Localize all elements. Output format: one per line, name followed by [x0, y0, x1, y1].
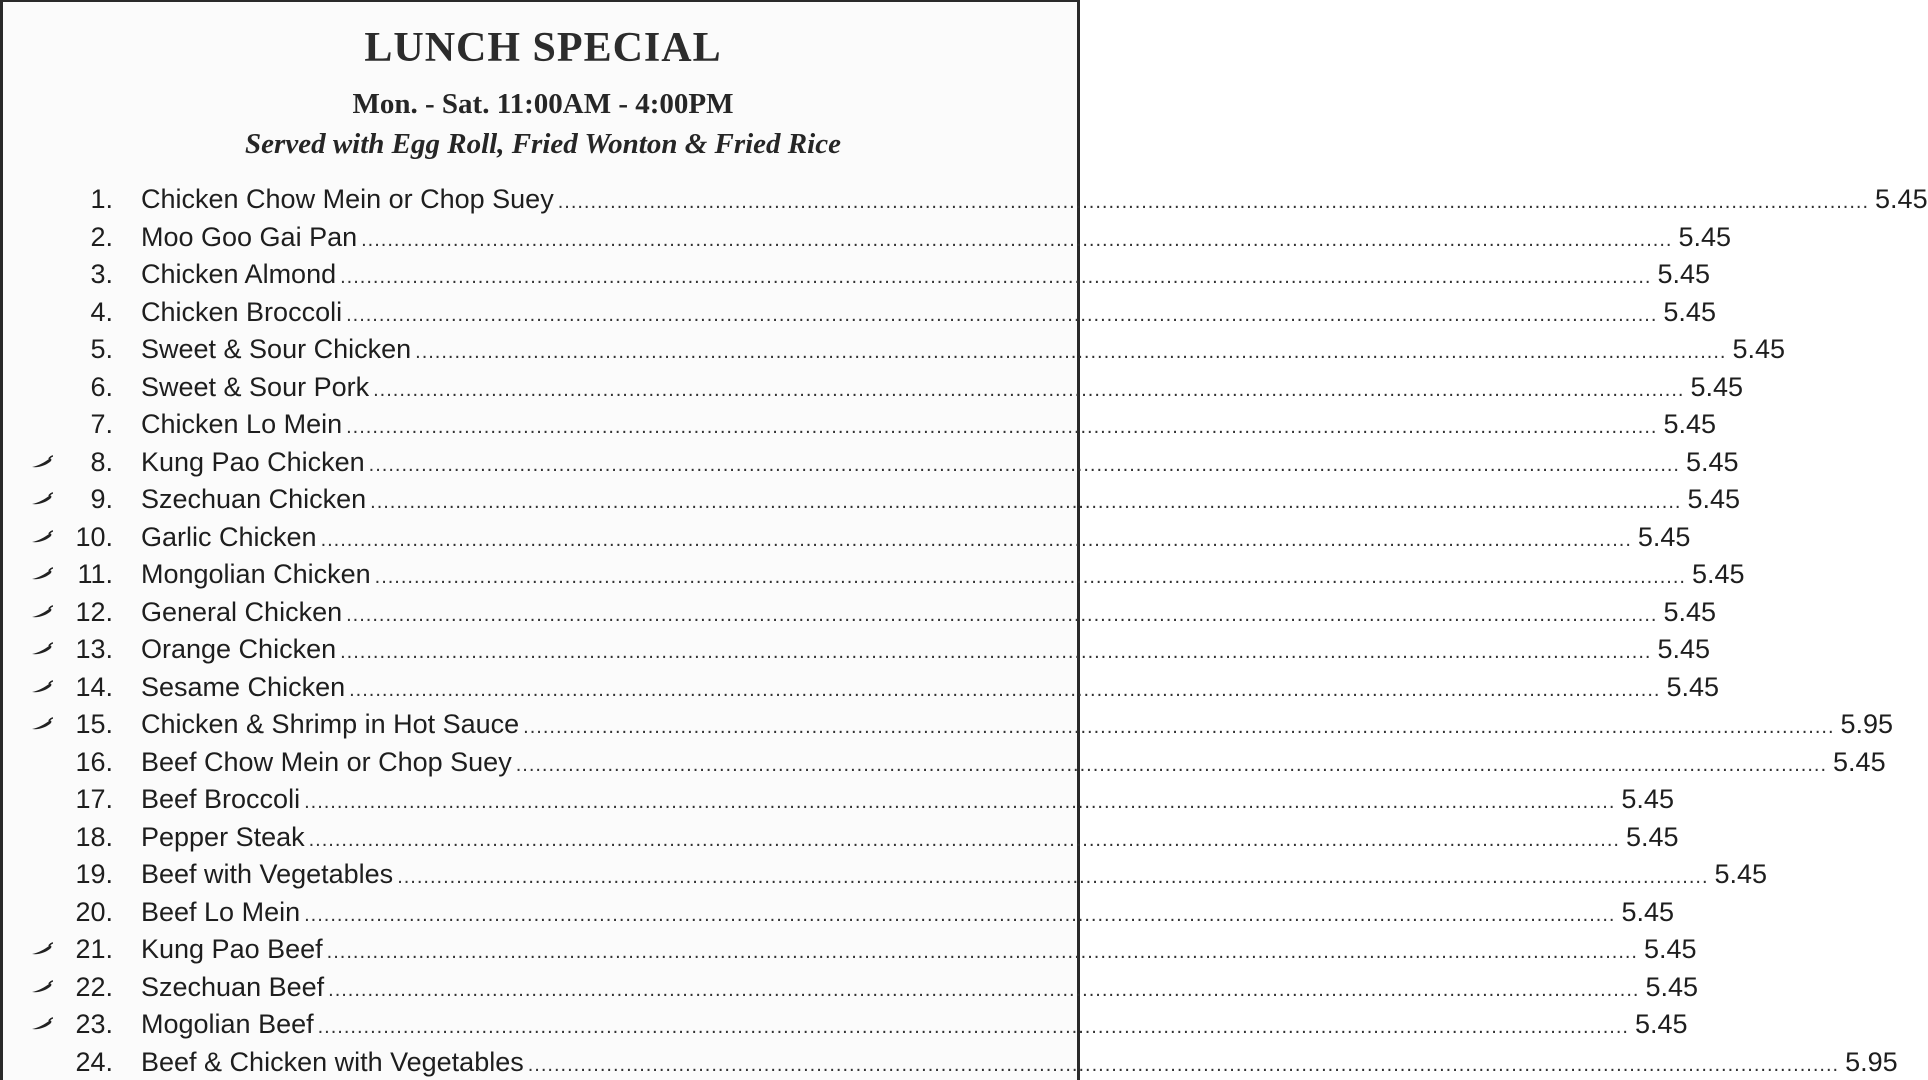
- dot-leader: ........................................................................................................................................................................................................: [515, 753, 1828, 776]
- menu-item-price: 5.45: [1621, 896, 1674, 927]
- menu-item-number: 10.: [75, 521, 113, 552]
- menu-item-row: [141, 634, 1710, 665]
- menu-item-number: 15.: [75, 709, 113, 739]
- menu-item-number: 20.: [75, 896, 113, 927]
- menu-item-price: 5.45: [1875, 184, 1928, 214]
- menu-item: [3, 1005, 1688, 1043]
- menu-item-number: 9.: [90, 484, 113, 514]
- menu-item-name: Beef Broccoli: [141, 784, 301, 814]
- menu-item: [3, 368, 1743, 406]
- menu-item-number: 3.: [90, 259, 113, 289]
- dot-leader: ........................................................................................................................................................................................................: [361, 228, 1673, 251]
- menu-item-price: 5.45: [1663, 296, 1716, 327]
- menu-item-number: 8.: [90, 446, 113, 477]
- dot-leader: ........................................................................................................................................................................................................: [317, 1016, 1629, 1038]
- menu-item-name: Beef & Chicken with Vegetables: [141, 1046, 524, 1077]
- menu-item-number: 19.: [75, 859, 113, 889]
- menu-item-price: 5.45: [1687, 484, 1741, 514]
- menu-item-name: General Chicken: [141, 596, 343, 627]
- menu-item-row: [141, 446, 1739, 478]
- menu-item-name: Sesame Chicken: [141, 671, 346, 702]
- menu-item-number: 22.: [75, 971, 113, 1002]
- menu-item-name: Orange Chicken: [141, 634, 337, 664]
- menu-item-name: Chicken Chow Mein or Chop Suey: [141, 184, 554, 214]
- dot-leader: ........................................................................................................................................................................................................: [340, 641, 1652, 663]
- menu-item-price: 5.45: [1663, 596, 1716, 627]
- menu-item-price: 5.45: [1621, 784, 1674, 814]
- menu-item-number: 21.: [75, 934, 113, 964]
- menu-item-number: 23.: [75, 1009, 113, 1039]
- menu-item: [3, 405, 1716, 443]
- menu-item: [3, 743, 1886, 781]
- dot-leader: ........................................................................................................................................................................................................: [326, 941, 1638, 963]
- menu-item-name: Beef Chow Mein or Chop Suey: [141, 746, 512, 777]
- dot-leader: ........................................................................................................................................................................................................: [320, 528, 1632, 551]
- menu-item-price: 5.45: [1714, 859, 1768, 889]
- dot-leader: ........................................................................................................................................................................................................: [373, 378, 1685, 401]
- menu-item-number: 6.: [90, 371, 113, 402]
- menu-item: [3, 255, 1710, 293]
- menu-item-row: [141, 671, 1719, 703]
- dot-leader: ........................................................................................................................................................................................................: [304, 791, 1616, 813]
- menu-item-price: 5.45: [1634, 1009, 1688, 1039]
- menu-item-number: 17.: [75, 784, 113, 814]
- menu-item: [3, 855, 1768, 893]
- menu-item-row: [141, 709, 1894, 740]
- menu-item: [3, 930, 1697, 968]
- menu-item: [3, 330, 1786, 368]
- menu-item: [3, 593, 1716, 631]
- dot-leader: ........................................................................................................................................................................................................: [397, 866, 1709, 888]
- menu-item-row: [141, 1046, 1898, 1078]
- menu-item-price: 5.45: [1663, 409, 1716, 439]
- menu-item-number: 11.: [77, 559, 113, 589]
- menu-item-name: Chicken Almond: [141, 259, 337, 289]
- dot-leader: ........................................................................................................................................................................................................: [308, 828, 1620, 851]
- dot-leader: ........................................................................................................................................................................................................: [523, 716, 1835, 738]
- menu-item-row: [141, 784, 1674, 815]
- menu-item-name: Mogolian Beef: [141, 1009, 314, 1039]
- menu-item-row: [141, 409, 1716, 440]
- dot-leader: ........................................................................................................................................................................................................: [340, 266, 1652, 288]
- menu-item-name: Chicken & Shrimp in Hot Sauce: [141, 709, 520, 739]
- menu-item-price: 5.45: [1657, 259, 1710, 289]
- dot-leader: ........................................................................................................................................................................................................: [527, 1053, 1840, 1076]
- menu-item-price: 5.45: [1690, 371, 1743, 402]
- menu-item-row: [141, 559, 1745, 590]
- dot-leader: ........................................................................................................................................................................................................: [346, 303, 1658, 326]
- menu-item-name: Szechuan Beef: [141, 971, 325, 1002]
- menu-item-number: 12.: [75, 596, 113, 627]
- menu-item-number: 16.: [75, 746, 113, 777]
- menu-item-price: 5.45: [1833, 746, 1886, 777]
- menu-item-name: Chicken Lo Mein: [141, 409, 343, 439]
- menu-item-row: [141, 896, 1674, 928]
- menu-item-row: [141, 184, 1928, 215]
- menu-item-row: [141, 596, 1716, 628]
- menu-item-row: [141, 821, 1679, 853]
- menu-item-name: Sweet & Sour Chicken: [141, 334, 412, 364]
- dot-leader: ........................................................................................................................................................................................................: [346, 603, 1658, 626]
- menu-item-name: Pepper Steak: [141, 821, 305, 852]
- menu-item: [3, 443, 1739, 481]
- menu-item: [3, 893, 1674, 931]
- dot-leader: ........................................................................................................................................................................................................: [304, 903, 1616, 926]
- menu-item-name: Chicken Broccoli: [141, 296, 343, 327]
- menu-item: [3, 1043, 1898, 1080]
- dot-leader: ........................................................................................................................................................................................................: [415, 341, 1727, 363]
- menu-item-name: Beef with Vegetables: [141, 859, 394, 889]
- menu-item-price: 5.45: [1666, 671, 1719, 702]
- menu-item: [3, 180, 1928, 218]
- served-with-note: Served with Egg Roll, Fried Wonton & Fried Rice: [245, 128, 841, 160]
- menu-item: [3, 555, 1745, 593]
- menu-item-name: Sweet & Sour Pork: [141, 371, 370, 402]
- menu-item-row: [141, 296, 1716, 328]
- dot-leader: ........................................................................................................................................................................................................: [328, 978, 1640, 1001]
- menu-item: [3, 518, 1691, 556]
- menu-item-price: 5.45: [1657, 634, 1710, 664]
- menu-item-name: Kung Pao Chicken: [141, 446, 365, 477]
- menu-item: [3, 668, 1719, 706]
- dot-leader: ........................................................................................................................................................................................................: [349, 678, 1661, 701]
- menu-item-row: [141, 484, 1741, 515]
- menu-item: [3, 968, 1699, 1006]
- menu-item-price: 5.95: [1845, 1046, 1898, 1077]
- menu-item-number: 24.: [75, 1046, 113, 1077]
- menu-item-number: 5.: [90, 334, 113, 364]
- menu-item-row: [141, 859, 1768, 890]
- menu-item: [3, 218, 1732, 256]
- menu-item-row: [141, 971, 1699, 1003]
- menu-item-price: 5.95: [1840, 709, 1894, 739]
- menu-item-price: 5.45: [1645, 971, 1699, 1002]
- menu-item-row: [141, 334, 1786, 365]
- menu-hours: Mon. - Sat. 11:00AM - 4:00PM: [352, 88, 734, 120]
- menu-item: [3, 480, 1741, 518]
- menu-item-row: [141, 934, 1697, 965]
- menu-item-name: Beef Lo Mein: [141, 896, 301, 927]
- menu-item-number: 1.: [90, 184, 113, 214]
- menu-item-row: [141, 746, 1886, 778]
- menu-item: [3, 780, 1674, 818]
- menu-item-row: [141, 259, 1710, 290]
- menu-item-row: [141, 521, 1691, 553]
- menu-item-price: 5.45: [1637, 521, 1691, 552]
- menu-item-list: [3, 180, 1928, 1080]
- menu-item-price: 5.45: [1691, 559, 1745, 589]
- menu-item: [3, 293, 1716, 331]
- menu-item: [3, 630, 1710, 668]
- menu-item-name: Szechuan Chicken: [141, 484, 367, 514]
- menu-item-price: 5.45: [1732, 334, 1786, 364]
- dot-leader: ........................................................................................................................................................................................................: [346, 416, 1658, 438]
- menu-item: [3, 705, 1894, 743]
- menu-item-name: Garlic Chicken: [141, 521, 317, 552]
- menu-item-number: 2.: [90, 221, 113, 252]
- menu-item-price: 5.45: [1643, 934, 1697, 964]
- dot-leader: ........................................................................................................................................................................................................: [370, 491, 1682, 513]
- menu-item-name: Moo Goo Gai Pan: [141, 221, 358, 252]
- menu-item-row: [141, 221, 1732, 253]
- menu-item-row: [141, 371, 1743, 403]
- menu-item-price: 5.45: [1678, 221, 1732, 252]
- dot-leader: ........................................................................................................................................................................................................: [557, 191, 1870, 213]
- dot-leader: ........................................................................................................................................................................................................: [374, 566, 1686, 588]
- dot-leader: ........................................................................................................................................................................................................: [368, 453, 1680, 476]
- menu-title: LUNCH SPECIAL: [364, 25, 722, 71]
- menu-item-number: 4.: [90, 296, 113, 327]
- menu-item-name: Kung Pao Beef: [141, 934, 323, 964]
- menu-item-number: 7.: [90, 409, 113, 439]
- menu-item-number: 18.: [75, 821, 113, 852]
- menu-item-price: 5.45: [1685, 446, 1739, 477]
- menu-item: [3, 818, 1679, 856]
- menu-item-number: 14.: [75, 671, 113, 702]
- menu-item-price: 5.45: [1625, 821, 1679, 852]
- menu-item-row: [141, 1009, 1688, 1040]
- menu-item-name: Mongolian Chicken: [141, 559, 371, 589]
- menu-item-number: 13.: [75, 634, 113, 664]
